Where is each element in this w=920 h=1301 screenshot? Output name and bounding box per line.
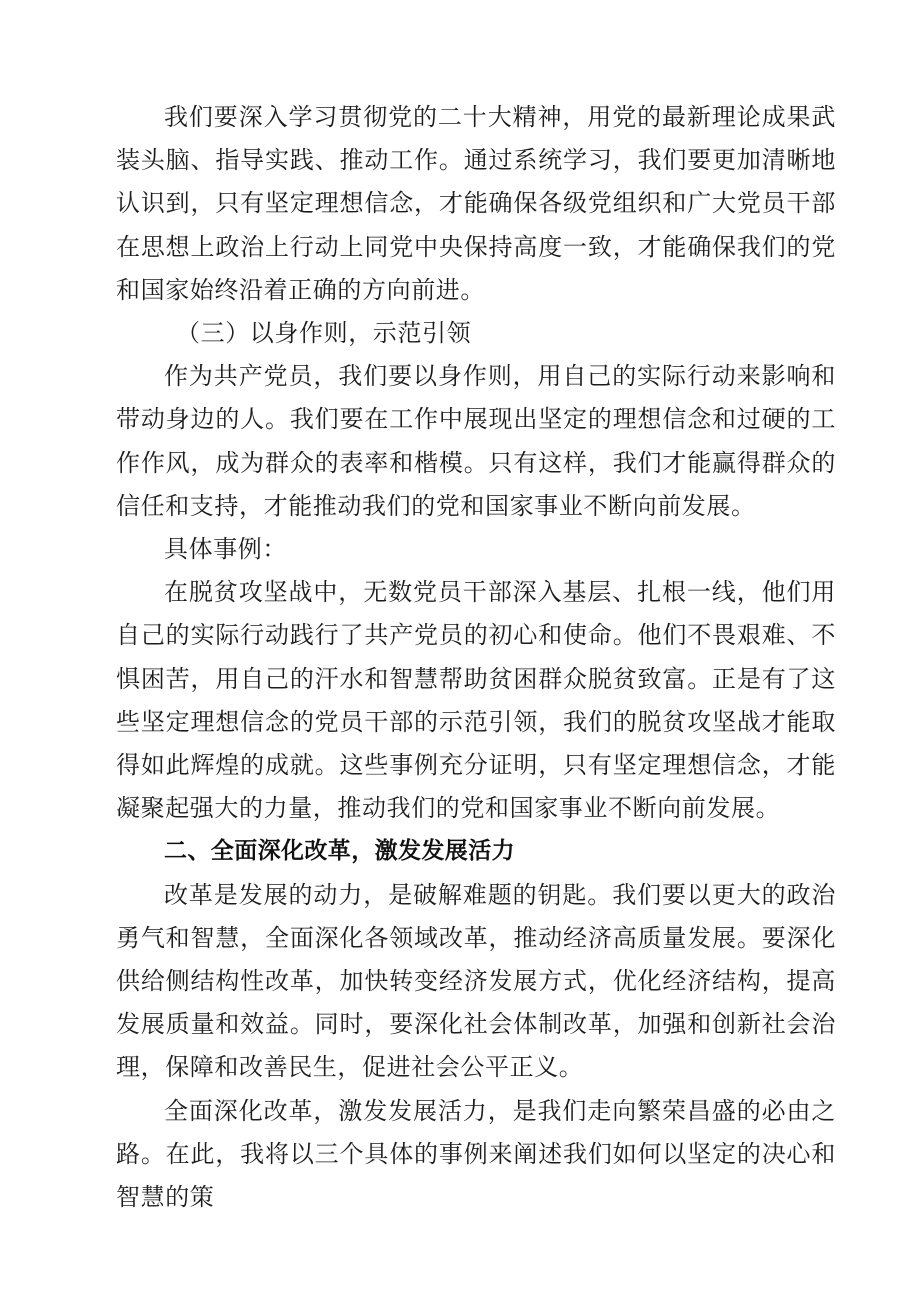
paragraph-reform-driver: 改革是发展的动力，是破解难题的钥匙。我们要以更大的政治勇气和智慧，全面深化各领域改革，推动经济高质量发展。要深化供给侧结构性改革，加快转变经济发展方式，优化经济结构，提高发展质量和效益。同时，要深化社会体制改革，加强和创新社会治理，保障和改善民生，促进社会公平正义。 — [116, 880, 836, 1082]
paragraph-lead-by-example: 作为共产党员，我们要以身作则，用自己的实际行动来影响和带动身边的人。我们要在工作中展现出坚定的理想信念和过硬的工作作风，成为群众的表率和楷模。只有这样，我们才能赢得群众的信任和支持，才能推动我们的党和国家事业不断向前发展。 — [116, 362, 836, 520]
paragraph-poverty-example: 在脱贫攻坚战中，无数党员干部深入基层、扎根一线，他们用自己的实际行动践行了共产党员的初心和使命。他们不畏艰难、不惧困苦，用自己的汗水和智慧帮助贫困群众脱贫致富。正是有了这些坚定理想信念的党员干部的示范引领，我们的脱贫攻坚战才能取得如此辉煌的成就。这些事例充分证明，只有坚定理想信念，才能凝聚起强大的力量，推动我们的党和国家事业不断向前发展。 — [116, 578, 836, 823]
paragraph-study-spirit: 我们要深入学习贯彻党的二十大精神，用党的最新理论成果武装头脑、指导实践、推动工作。通过系统学习，我们要更加清晰地认识到，只有坚定理想信念，才能确保各级党组织和广大党员干部在思想上政治上行动上同党中央保持高度一致，才能确保我们的党和国家始终沿着正确的方向前进。 — [116, 103, 836, 304]
paragraph-reform-path: 全面深化改革，激发发展活力，是我们走向繁荣昌盛的必由之路。在此，我将以三个具体的事例来阐述我们如何以坚定的决心和智慧的策 — [116, 1096, 836, 1212]
label-specific-examples: 具体事例： — [164, 535, 287, 564]
section-heading-deepen-reform: 二、全面深化改革，激发发展活力 — [164, 838, 515, 865]
document-body — [116, 96, 836, 1219]
subheading-lead-by-example: （三）以身作则，示范引领 — [176, 319, 472, 348]
